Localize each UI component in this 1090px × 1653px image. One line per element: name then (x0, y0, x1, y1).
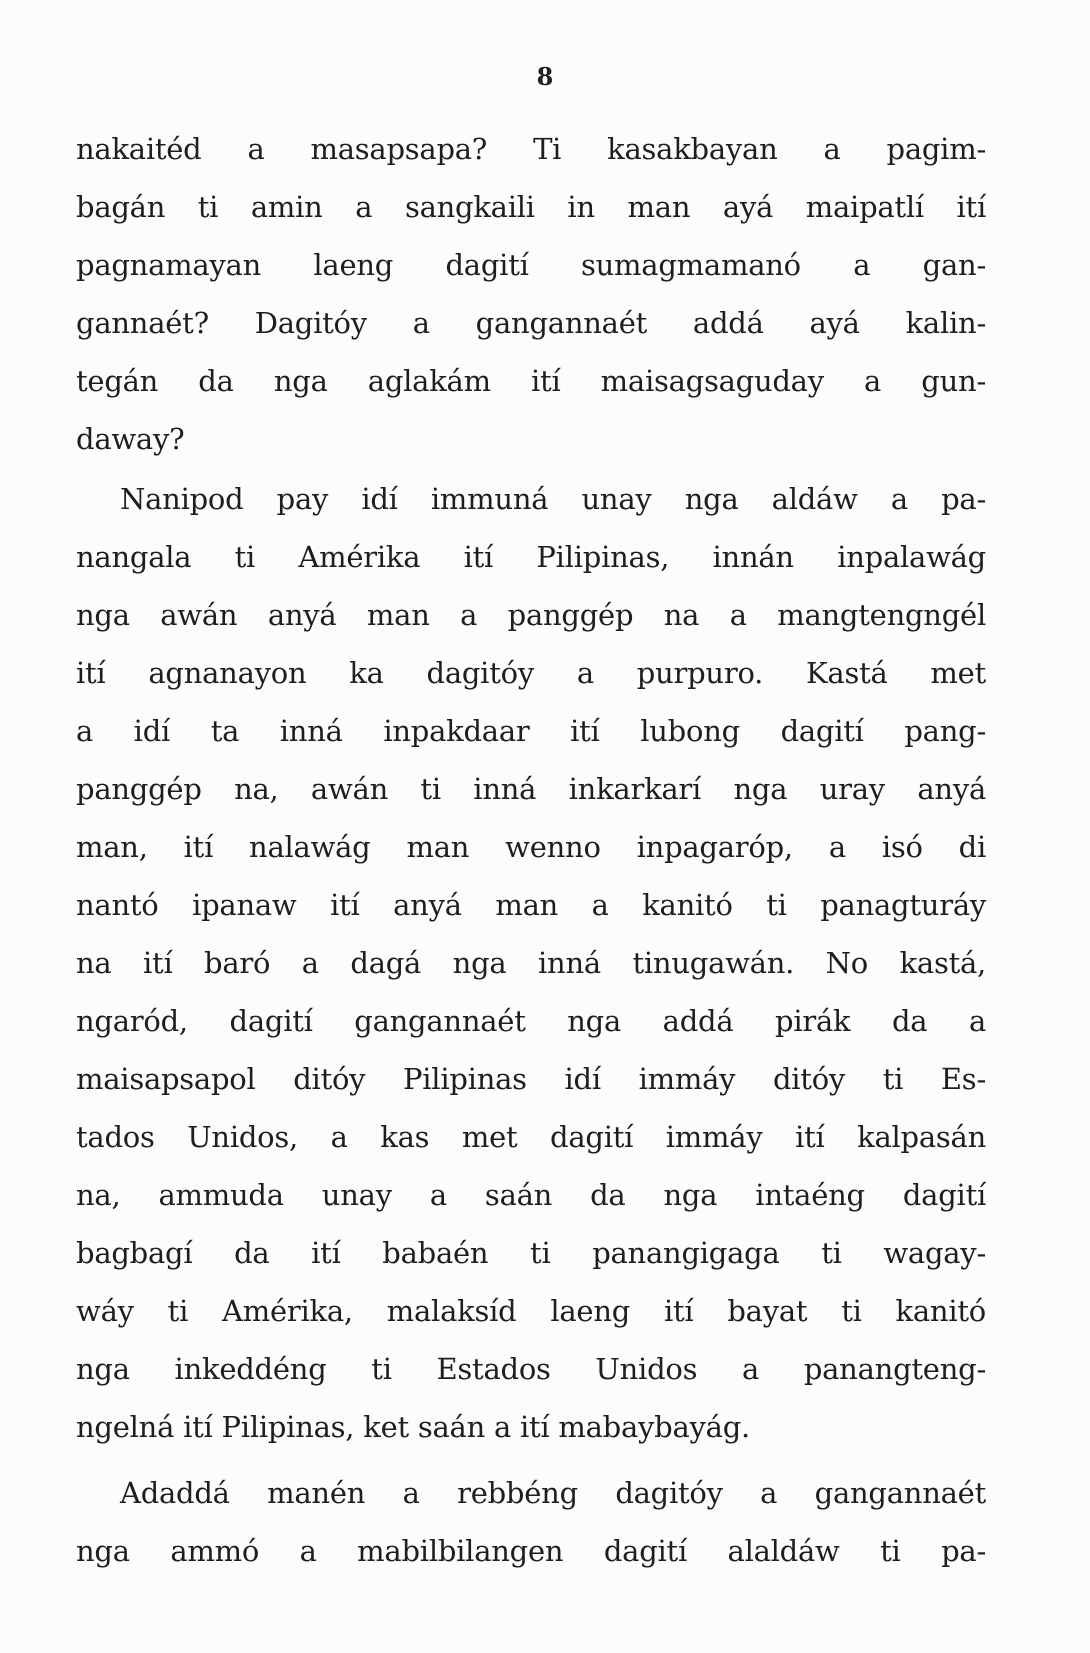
text-line: nga ammó a mabilbilangen dagití alaldáw ti pa- (76, 1534, 986, 1568)
text-line: na, ammuda unay a saán da nga intaéng dagití (76, 1178, 986, 1212)
text-line: nga inkeddéng ti Estados Unidos a panangteng- (76, 1352, 986, 1386)
text-line: nakaitéd a masapsapa? Ti kasakbayan a pagim- (76, 132, 986, 166)
text-line: ngaród, dagití gangannaét nga addá pirák da a (76, 1004, 986, 1038)
text-line: ngelná ití Pilipinas, ket saán a ití mabaybayág. (76, 1410, 750, 1444)
text-line: man, ití nalawág man wenno inpagaróp, a isó di (76, 830, 986, 864)
text-line: gannaét? Dagitóy a gangannaét addá ayá kalin- (76, 306, 986, 340)
text-line: panggép na, awán ti inná inkarkarí nga uray anyá (76, 772, 986, 806)
text-line: tegán da nga aglakám ití maisagsaguday a gun- (76, 364, 986, 398)
text-line: pagnamayan laeng dagití sumagmamanó a gan- (76, 248, 986, 282)
paragraph (76, 470, 986, 1456)
page-number: 8 (536, 62, 554, 91)
paragraph (76, 120, 986, 468)
body-text (76, 120, 986, 1580)
text-line: ití agnanayon ka dagitóy a purpuro. Kastá met (76, 656, 986, 690)
text-line: nangala ti Amérika ití Pilipinas, innán inpalawág (76, 540, 986, 574)
text-line: bagán ti amin a sangkaili in man ayá maipatlí ití (76, 190, 986, 224)
text-line: tados Unidos, a kas met dagití immáy ití kalpasán (76, 1120, 986, 1154)
text-line: nga awán anyá man a panggép na a mangtengngél (76, 598, 986, 632)
paragraph (76, 1464, 986, 1580)
text-line: Nanipod pay idí immuná unay nga aldáw a pa- (120, 482, 986, 516)
text-line: a idí ta inná inpakdaar ití lubong dagití pang- (76, 714, 986, 748)
text-line: Adaddá manén a rebbéng dagitóy a gangannaét (120, 1476, 986, 1510)
text-line: na ití baró a dagá nga inná tinugawán. No kastá, (76, 946, 986, 980)
text-line: wáy ti Amérika, malaksíd laeng ití bayat ti kanitó (76, 1294, 986, 1328)
text-line: maisapsapol ditóy Pilipinas idí immáy ditóy ti Es- (76, 1062, 986, 1096)
text-line: bagbagí da ití babaén ti panangigaga ti wagay- (76, 1236, 986, 1270)
text-line: nantó ipanaw ití anyá man a kanitó ti panagturáy (76, 888, 986, 922)
text-line: daway? (76, 422, 185, 456)
